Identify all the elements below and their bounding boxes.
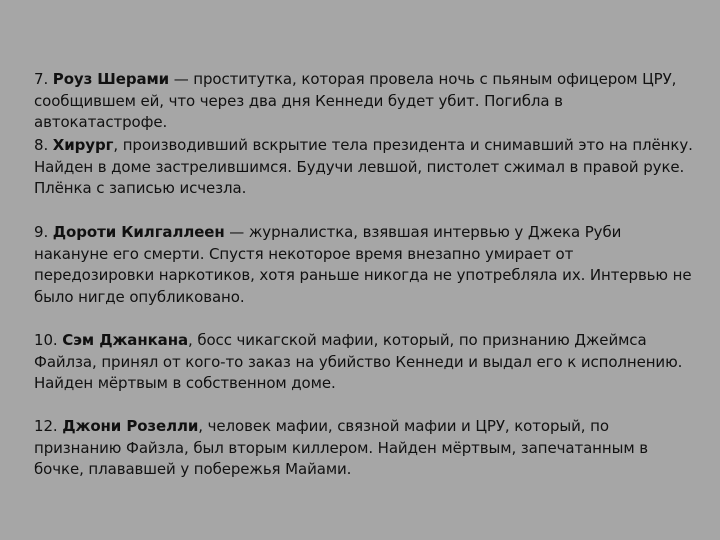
entry-text: , производивший вскрытие тела президента и снимавший это на плёнку. Найден в доме застрелившимся. Будучи левшой, пистолет сжимал в правой руке. Плёнка с записью исчезла.	[34, 136, 693, 197]
entry-name: Сэм Джанкана	[62, 331, 188, 349]
entry-dorothy-kilgallen	[34, 222, 698, 308]
entry-number: 7.	[34, 70, 49, 88]
entry-number: 10.	[34, 331, 58, 349]
entry-number: 12.	[34, 417, 58, 435]
entry-number: 8.	[34, 136, 49, 154]
entry-johnny-roselli	[34, 416, 698, 481]
entry-name: Хирург	[52, 136, 114, 154]
entry-surgeon	[34, 135, 698, 200]
entry-rose-cherami	[34, 69, 698, 134]
entry-text: — проститутка, которая провела ночь с пьяным офицером ЦРУ, сообщившем ей, что через два дня Кеннеди будет убит. Погибла в автокатастрофе.	[34, 70, 677, 131]
entry-number: 9.	[34, 223, 49, 241]
entry-text: , человек мафии, связной мафии и ЦРУ, который, по признанию Файзла, был вторым киллером. Найден мёртвым, запечатанным в бочке, плававшей у побережья Майами.	[34, 417, 648, 478]
entry-name: Роуз Шерами	[52, 70, 170, 88]
entry-name: Дороти Килгаллеен	[52, 223, 225, 241]
entry-sam-giancana	[34, 330, 698, 395]
entry-name: Джони Розелли	[62, 417, 199, 435]
entry-text: , босс чикагской мафии, который, по признанию Джеймса Файлза, принял от кого-то заказ на убийство Кеннеди и выдал его к исполнению. Найден мёртвым в собственном доме.	[34, 331, 683, 392]
entry-text: — журналистка, взявшая интервью у Джека Руби накануне его смерти. Спустя некоторое время внезапно умирает от передозировки наркотиков, хотя раньше никогда не употребляла их. Интервью не было нигде опубликовано.	[34, 223, 692, 306]
